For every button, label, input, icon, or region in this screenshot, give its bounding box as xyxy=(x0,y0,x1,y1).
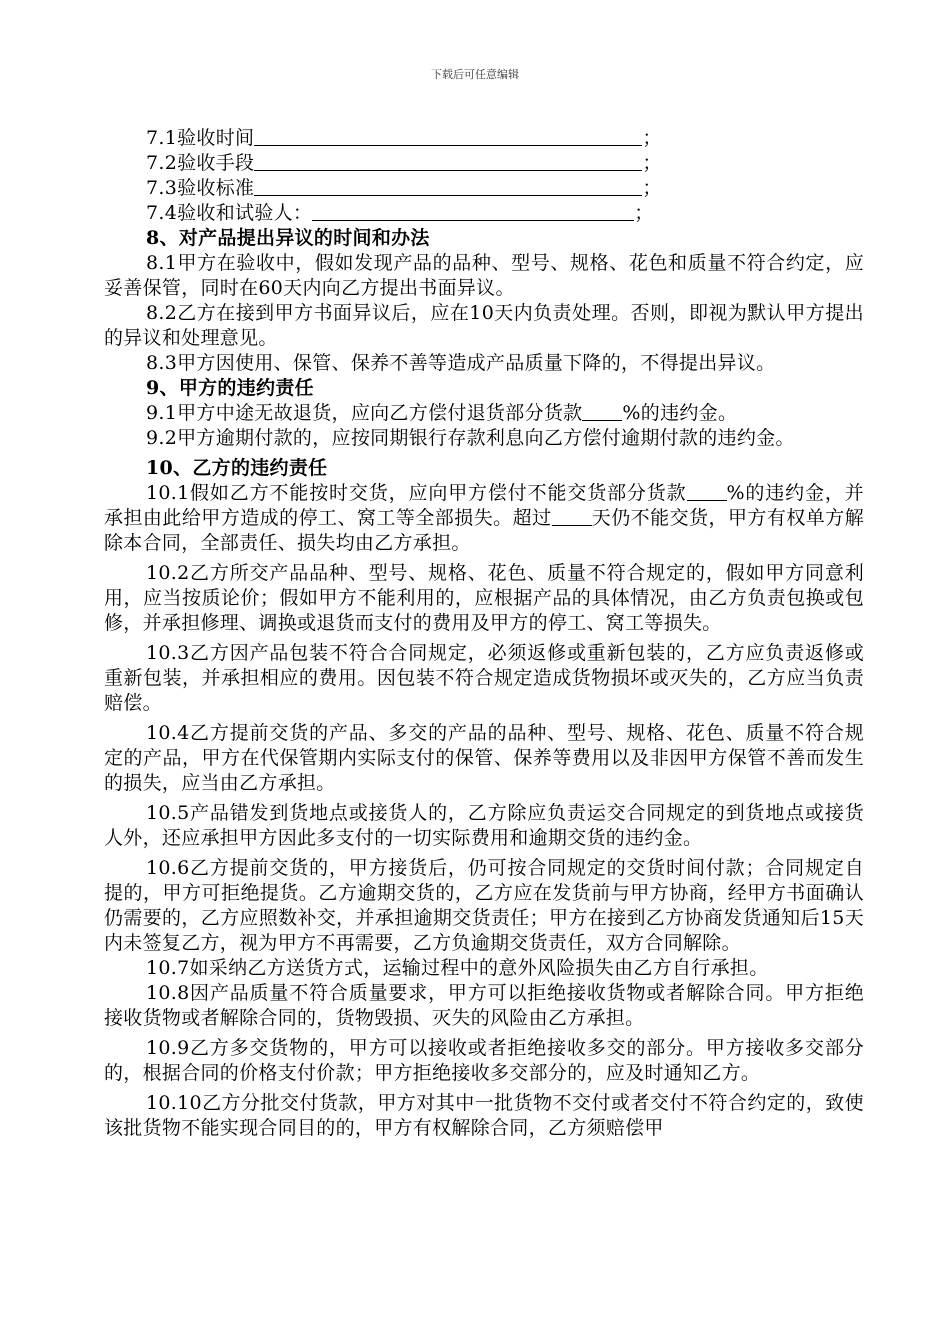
clause-8-2: 8.2乙方在接到甲方书面异议后，应在10天内负责处理。否则，即视为默认甲方提出的异议和处理意见。 xyxy=(104,302,864,349)
acceptance-standard-blank xyxy=(254,177,642,196)
clause-9-1 xyxy=(104,401,864,426)
clause-9-1-text-end: %的违约金。 xyxy=(622,402,738,424)
days-blank xyxy=(552,507,592,526)
clause-10-1-text-mid: %的违约金，并承担由此给甲方造成的停工、窝工等全部损失。超过 xyxy=(104,482,864,529)
clause-10-3: 10.3乙方因产品包装不符合合同规定，必须返修或重新包装的，乙方应负责返修或重新包装，并承担相应的费用。因包装不符合规定造成货物损坏或灭失的，乙方应当负责赔偿。 xyxy=(104,642,864,714)
section-10-heading: 10、乙方的违约责任 xyxy=(146,457,328,479)
acceptance-time-blank xyxy=(254,127,642,146)
acceptance-method-label: 7.2验收手段 xyxy=(146,152,255,174)
section-10-heading-wrap xyxy=(104,456,864,481)
acceptance-method-blank xyxy=(254,152,642,171)
line-end-mark: ； xyxy=(642,127,662,149)
line-end-mark: ； xyxy=(634,202,654,224)
clause-10-10: 10.10乙方分批交付货款，甲方对其中一批货物不交付或者交付不符合约定的，致使该批货物不能实现合同目的的，甲方有权解除合同，乙方须赔偿甲 xyxy=(104,1092,864,1139)
line-end-mark: ； xyxy=(642,152,662,174)
clause-9-2: 9.2甲方逾期付款的，应按同期银行存款利息向乙方偿付逾期付款的违约金。 xyxy=(146,427,795,449)
clause-10-2: 10.2乙方所交产品品种、型号、规格、花色、质量不符合规定的，假如甲方同意利用，应当按质论价；假如甲方不能利用的，应根据产品的具体情况，由乙方负责包换或包修，并承担修理、调换或退货而支付的费用及甲方的停工、窝工等损失。 xyxy=(104,562,864,634)
section-8-heading: 8、对产品提出异议的时间和办法 xyxy=(146,227,430,249)
acceptance-inspector-blank xyxy=(312,202,634,221)
contract-body xyxy=(104,126,864,1141)
acceptance-method-line xyxy=(104,151,864,176)
page-header: 下载后可任意编辑 xyxy=(431,68,519,81)
clause-10-1-text: 10.1假如乙方不能按时交货，应向甲方偿付不能交货部分货款 xyxy=(146,482,687,504)
percent-blank xyxy=(582,402,622,421)
clause-9-1-text: 9.1甲方中途无故退货，应向乙方偿付退货部分货款 xyxy=(146,402,583,424)
acceptance-inspector-label: 7.4验收和试验人： xyxy=(146,202,313,224)
clause-10-5: 10.5产品错发到货地点或接货人的，乙方除应负责运交合同规定的到货地点或接货人外，还应承担甲方因此多支付的一切实际费用和逾期交货的违约金。 xyxy=(104,802,864,849)
percent-blank xyxy=(687,482,727,501)
clause-10-1-text-end: 天仍不能交货，甲方有权单方解除本合同，全部责任、损失均由乙方承担。 xyxy=(104,507,865,554)
clause-8-3: 8.3甲方因使用、保管、保养不善等造成产品质量下降的，不得提出异议。 xyxy=(146,352,776,374)
clause-10-7: 10.7如采纳乙方送货方式，运输过程中的意外风险损失由乙方自行承担。 xyxy=(146,957,769,979)
acceptance-inspector-line xyxy=(104,201,864,226)
clause-8-1: 8.1甲方在验收中，假如发现产品的品种、型号、规格、花色和质量不符合约定，应妥善保管，同时在60天内向乙方提出书面异议。 xyxy=(104,252,864,299)
clause-10-1 xyxy=(104,481,864,556)
acceptance-standard-label: 7.3验收标准 xyxy=(146,177,255,199)
clause-10-4: 10.4乙方提前交货的产品、多交的产品的品种、型号、规格、花色、质量不符合规定的产品，甲方在代保管期内实际支付的保管、保养等费用以及非因甲方保管不善而发生的损失，应当由乙方承担。 xyxy=(104,722,864,794)
line-end-mark: ； xyxy=(642,177,662,199)
clause-10-6: 10.6乙方提前交货的，甲方接货后，仍可按合同规定的交货时间付款；合同规定自提的，甲方可拒绝提货。乙方逾期交货的，乙方应在发货前与甲方协商，经甲方书面确认仍需要的，乙方应照数补交，并承担逾期交货责任；甲方在接到乙方协商发货通知后15天内未签复乙方，视为甲方不再需要，乙方负逾期交货责任，双方合同解除。 xyxy=(104,857,864,954)
clause-10-9: 10.9乙方多交货物的，甲方可以接收或者拒绝接收多交的部分。甲方接收多交部分的，根据合同的价格支付价款；甲方拒绝接收多交部分的，应及时通知乙方。 xyxy=(104,1037,864,1084)
acceptance-time-label: 7.1验收时间 xyxy=(146,127,255,149)
acceptance-time-line xyxy=(104,126,864,151)
section-9-heading: 9、甲方的违约责任 xyxy=(146,377,314,399)
clause-10-8: 10.8因产品质量不符合质量要求，甲方可以拒绝接收货物或者解除合同。甲方拒绝接收货物或者解除合同的，货物毁损、灭失的风险由乙方承担。 xyxy=(104,982,864,1029)
acceptance-standard-line xyxy=(104,176,864,201)
